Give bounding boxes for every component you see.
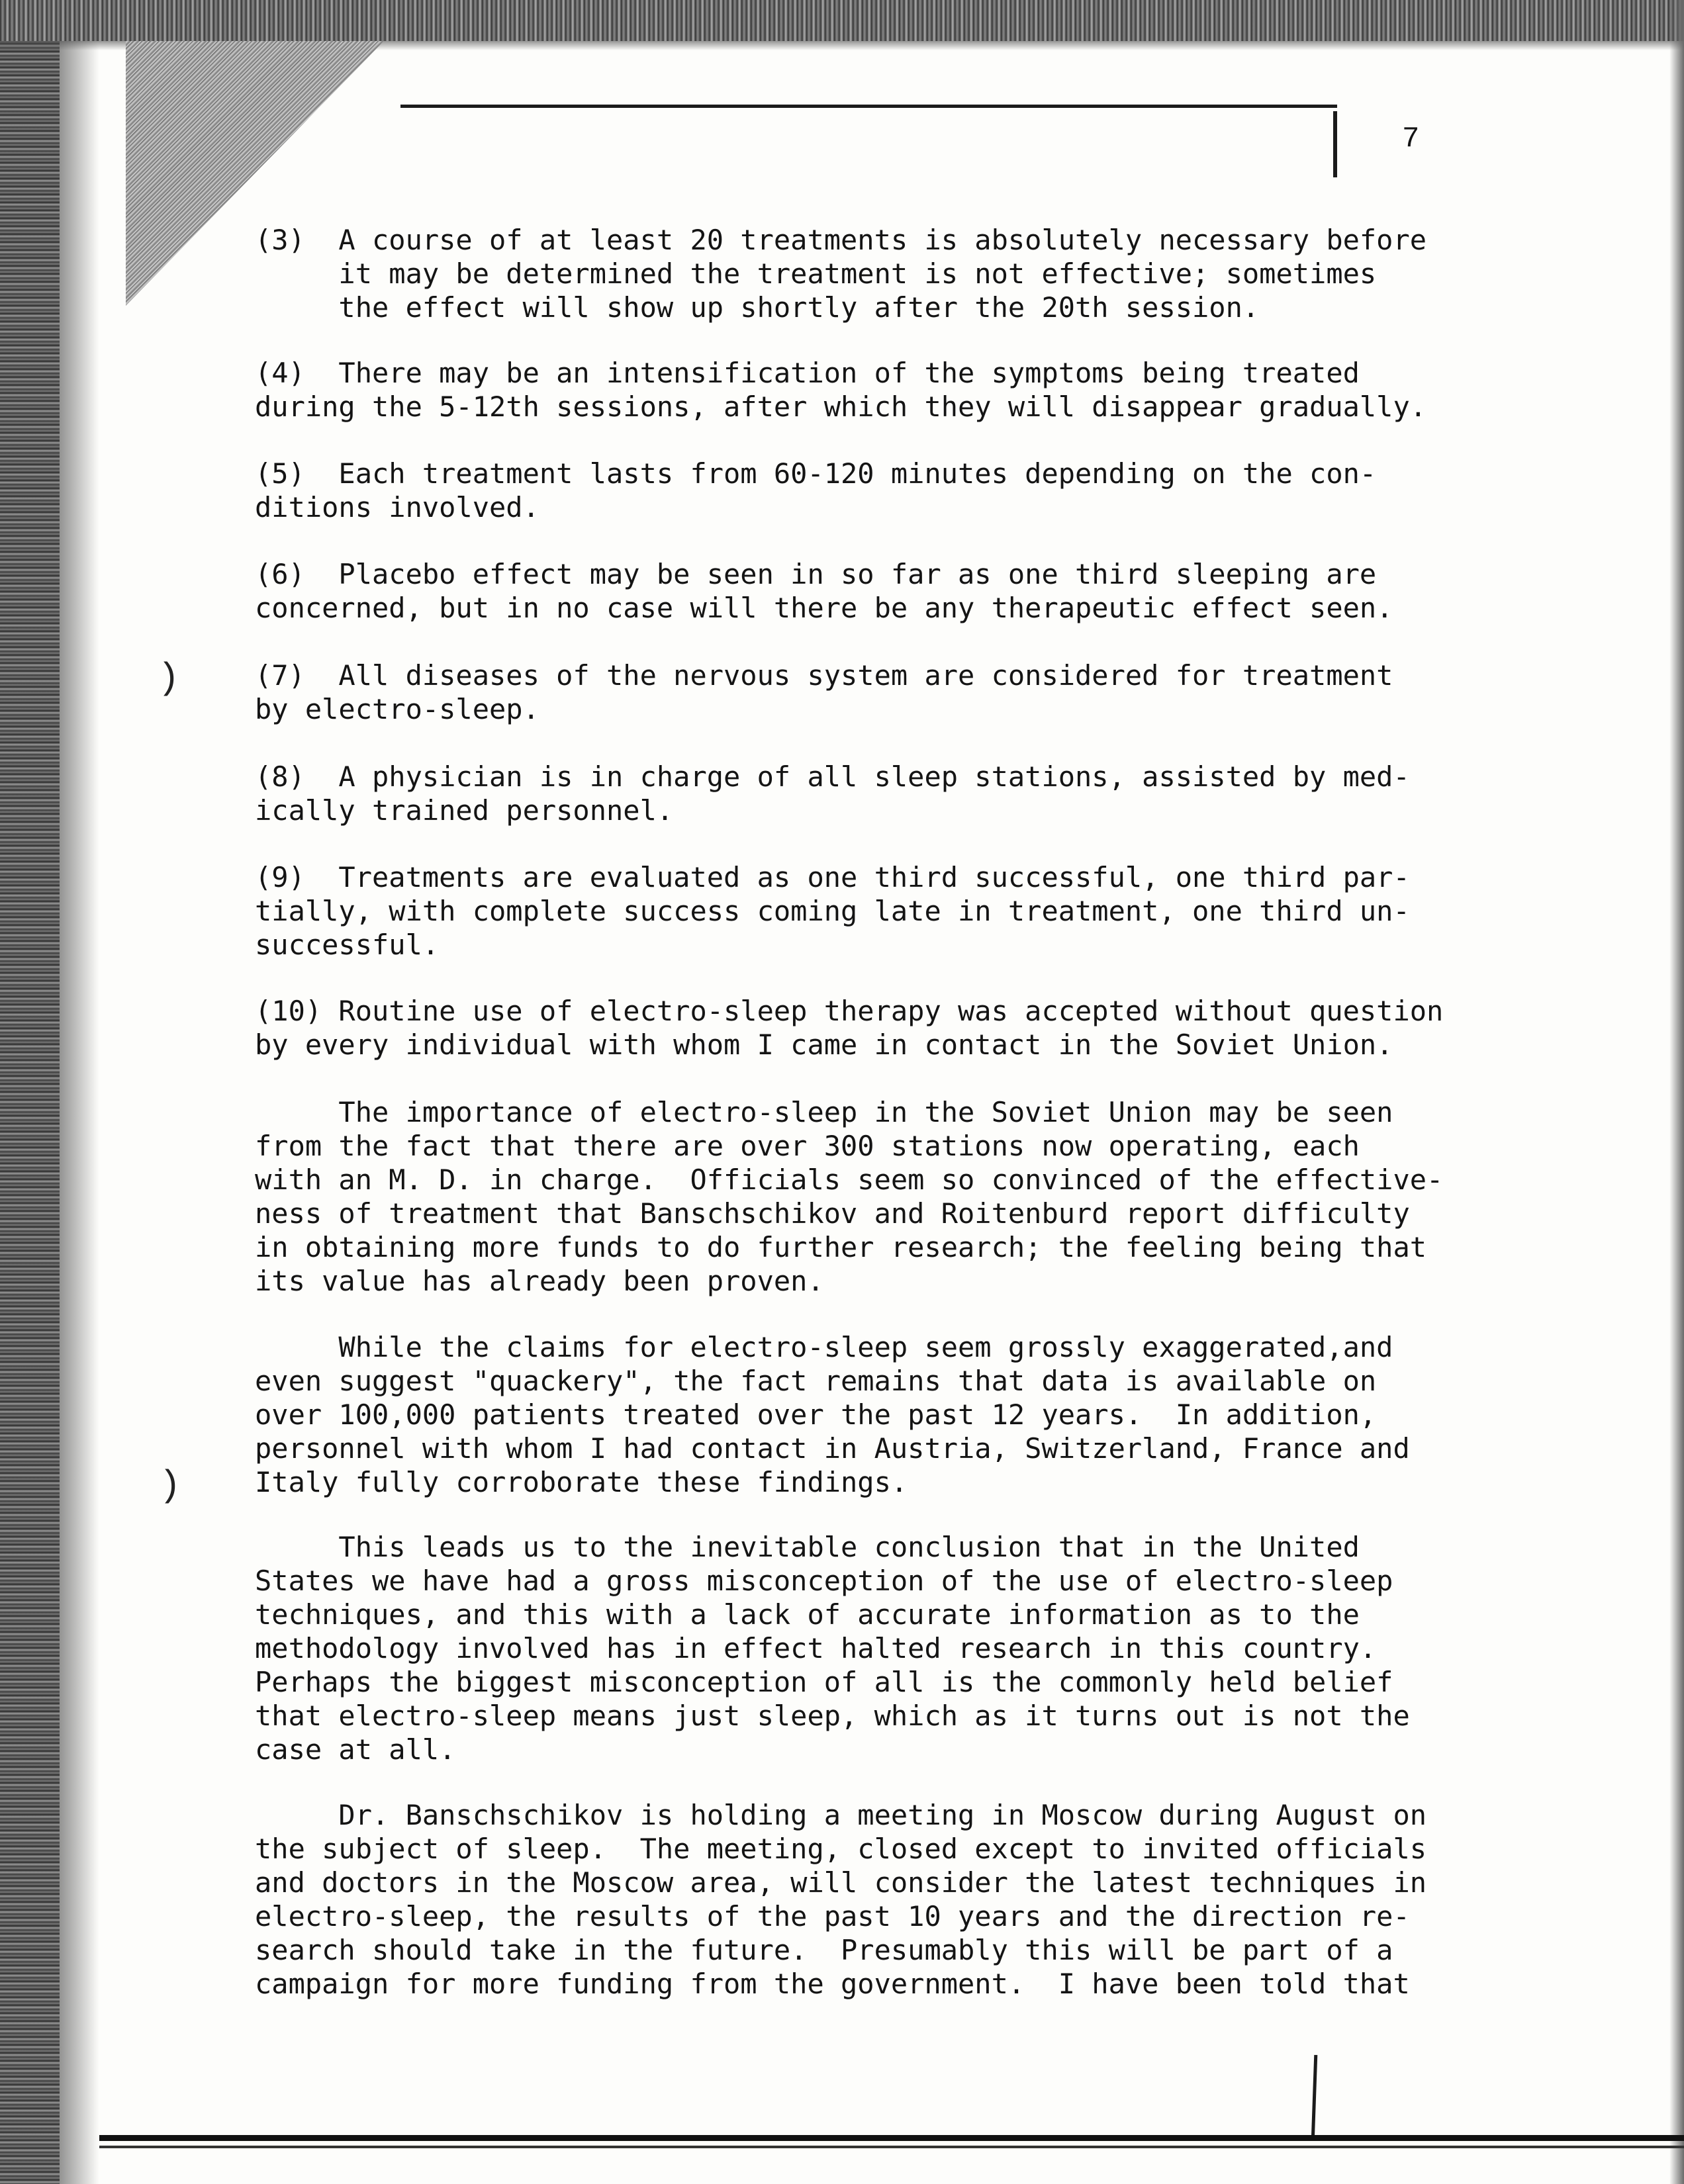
line: methodology involved has in effect halted research in this country. [255, 1632, 1377, 1664]
list-item-4 [255, 356, 1470, 424]
scan-left-edge [0, 0, 60, 2184]
line: (6) Placebo effect may be seen in so far as one third sleeping are [255, 558, 1377, 590]
line: Perhaps the biggest misconception of all is the commonly held belief [255, 1666, 1393, 1698]
line: (3) A course of at least 20 treatments is absolutely necessary before [255, 224, 1427, 256]
line: by every individual with whom I came in contact in the Soviet Union. [255, 1028, 1393, 1061]
line: personnel with whom I had contact in Austria, Switzerland, France and [255, 1432, 1410, 1465]
line: (7) All diseases of the nervous system are considered for treatment [255, 659, 1393, 692]
line: (8) A physician is in charge of all sleep stations, assisted by med- [255, 760, 1410, 793]
line: the subject of sleep. The meeting, closed except to invited officials [255, 1833, 1427, 1865]
paragraph [255, 1330, 1470, 1499]
line: campaign for more funding from the government. I have been told that [255, 1968, 1410, 2000]
list-item-8 [255, 760, 1470, 827]
line: Dr. Banschschikov is holding a meeting in Moscow during August on [255, 1799, 1427, 1831]
header-tick-mark [1333, 111, 1337, 177]
line: ness of treatment that Banschschikov and Roitenburd report difficulty [255, 1197, 1410, 1230]
scan-right-edge [1669, 0, 1684, 2184]
line: While the claims for electro-sleep seem grossly exaggerated,and [255, 1331, 1393, 1363]
bottom-rule [99, 2135, 1684, 2141]
line: with an M. D. in charge. Officials seem so convinced of the effective- [255, 1163, 1444, 1196]
line: ditions involved. [255, 491, 539, 523]
list-item-10 [255, 994, 1470, 1062]
line: States we have had a gross misconception of the use of electro-sleep [255, 1565, 1393, 1597]
list-item-7 [255, 659, 1470, 726]
line: during the 5-12th sessions, after which they will disappear gradually. [255, 390, 1427, 423]
line: and doctors in the Moscow area, will consider the latest techniques in [255, 1866, 1427, 1899]
line: in obtaining more funds to do further research; the feeling being that [255, 1231, 1427, 1263]
line: ically trained personnel. [255, 794, 674, 827]
margin-mark-paren: ) [158, 657, 180, 700]
line: (4) There may be an intensification of the symptoms being treated [255, 357, 1360, 389]
margin-mark-paren: ) [159, 1465, 181, 1507]
paragraph [255, 1530, 1470, 1766]
line: Italy fully corroborate these findings. [255, 1466, 908, 1498]
list-item-3 [255, 223, 1470, 324]
line: (10) Routine use of electro-sleep therapy was accepted without question [255, 995, 1444, 1027]
header-rule [400, 105, 1337, 108]
line: case at all. [255, 1733, 456, 1766]
page-number: 7 [1402, 122, 1420, 156]
line: the effect will show up shortly after the 20th session. [255, 291, 1260, 324]
list-item-9 [255, 860, 1470, 962]
line: (5) Each treatment lasts from 60-120 minutes depending on the con- [255, 457, 1377, 490]
list-item-5 [255, 457, 1470, 524]
line: (9) Treatments are evaluated as one third successful, one third par- [255, 861, 1410, 893]
line: The importance of electro-sleep in the Soviet Union may be seen [255, 1096, 1393, 1128]
scan-top-edge [0, 0, 1684, 41]
line: that electro-sleep means just sleep, which as it turns out is not the [255, 1700, 1410, 1732]
line: search should take in the future. Presumably this will be part of a [255, 1934, 1393, 1966]
paragraph [255, 1095, 1470, 1298]
line: tially, with complete success coming late in treatment, one third un- [255, 895, 1410, 927]
line: concerned, but in no case will there be any therapeutic effect seen. [255, 592, 1393, 624]
bottom-tick-mark [1311, 2055, 1318, 2141]
line: by electro-sleep. [255, 693, 539, 725]
line: from the fact that there are over 300 stations now operating, each [255, 1130, 1360, 1162]
line: over 100,000 patients treated over the past 12 years. In addition, [255, 1398, 1377, 1431]
line: it may be determined the treatment is not effective; sometimes [255, 257, 1377, 290]
scan-left-shadow [60, 0, 99, 2184]
line: successful. [255, 929, 440, 961]
line: techniques, and this with a lack of accurate information as to the [255, 1598, 1360, 1631]
bottom-rule-thin [99, 2146, 1684, 2148]
list-item-6 [255, 557, 1470, 625]
line: electro-sleep, the results of the past 10 years and the direction re- [255, 1900, 1410, 1933]
paragraph [255, 1798, 1470, 2001]
line: This leads us to the inevitable conclusion that in the United [255, 1531, 1360, 1563]
line: even suggest "quackery", the fact remains that data is available on [255, 1365, 1377, 1397]
line: its value has already been proven. [255, 1265, 824, 1297]
